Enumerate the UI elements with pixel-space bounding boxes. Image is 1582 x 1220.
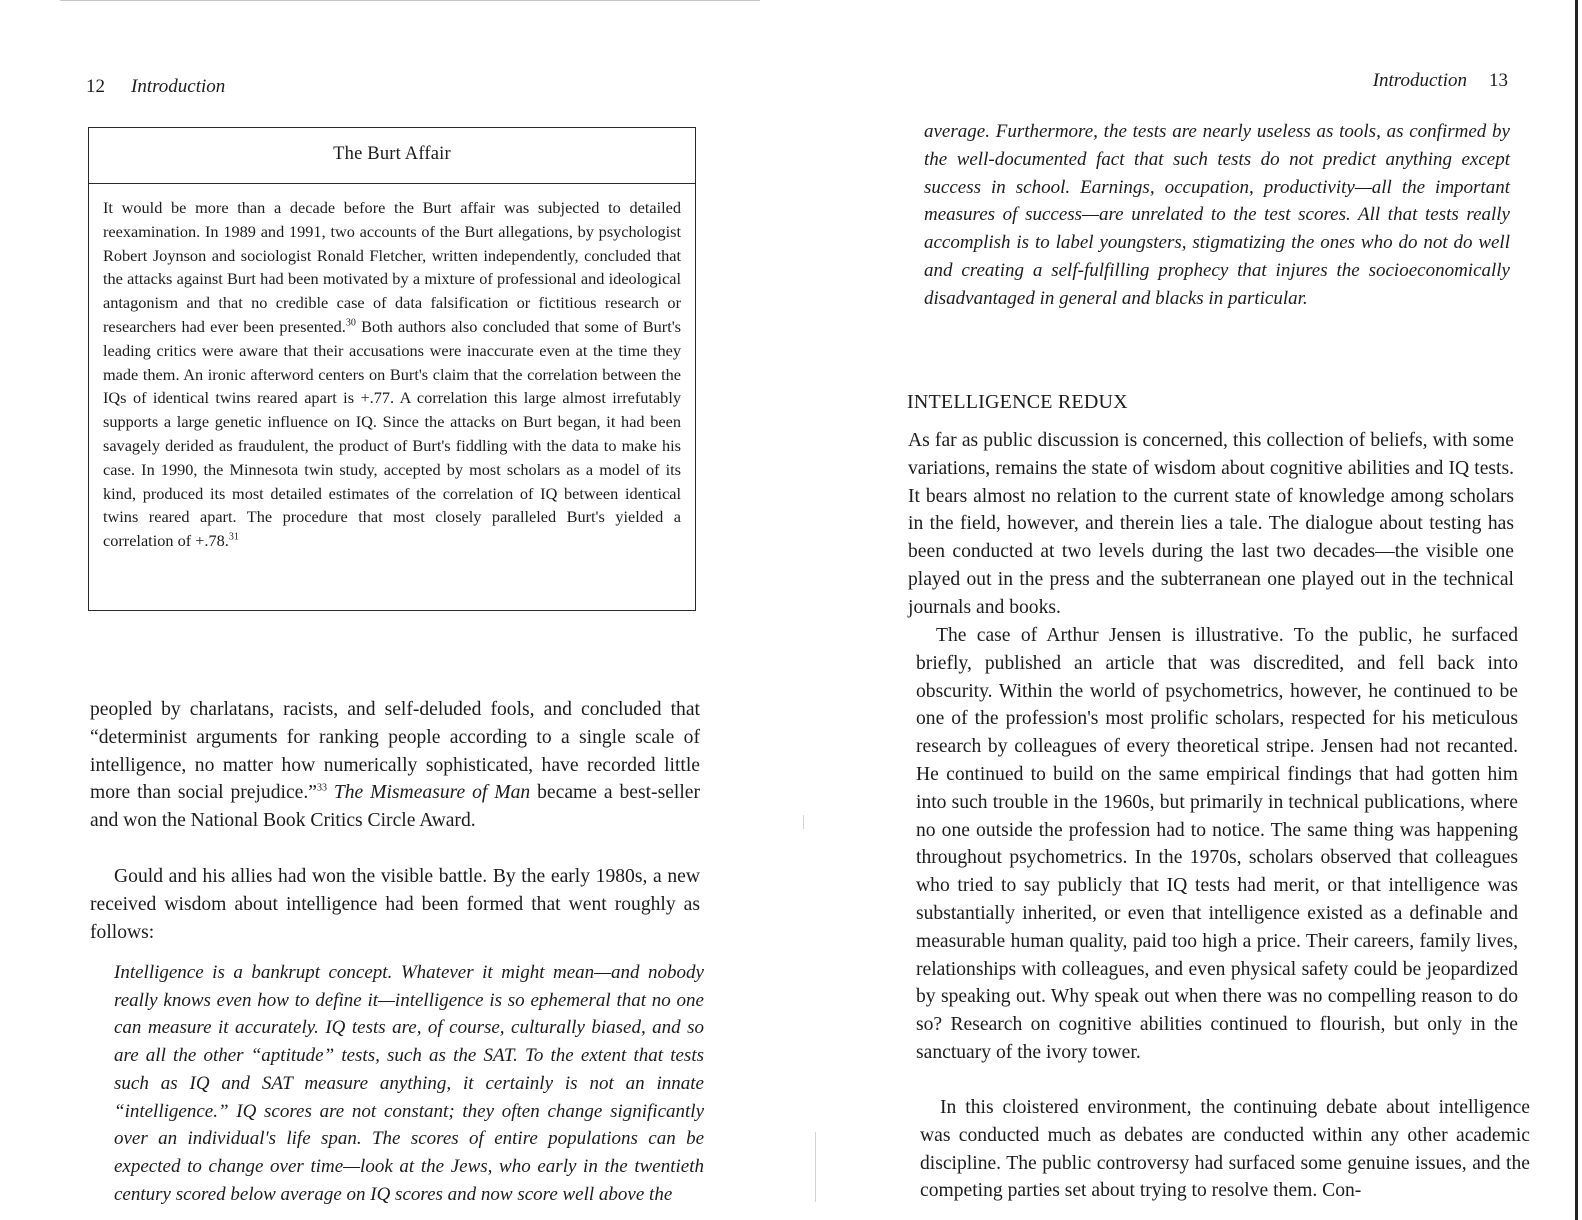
sidebar-body — [89, 184, 695, 553]
left-page-number: 12 — [86, 76, 105, 97]
right-running-title: Introduction — [1372, 70, 1467, 91]
scan-top-rule — [60, 0, 760, 1]
right-paragraph-1: As far as public discussion is concerned, this collection of beliefs, with some variations, remains the state of wisdom about cognitive abilities and IQ tests. It bears almost no relation to the current state of knowledge among scholars in the field, however, and therein lies a tale. The dialogue about testing has been conducted at two levels during the last two decades—the visible one played out in the press and the subterranean one played out in the technical journals and books. — [908, 430, 1514, 618]
scan-right-edge — [1575, 0, 1578, 1220]
footnote-ref-33: 33 — [316, 782, 327, 794]
sidebar-text-1: It would be more than a decade before the Burt affair was subjected to detailed reexamination. In 1989 and 1991, two accounts of the Burt allegations, by psychologist Robert Joynson and sociologist Ronald Fletcher, written independently, concluded that the attacks against Burt had been motivated by a mixture of professional and ideological antagonism and that no credible case of data falsification or fictitious research or researchers had ever been presented. — [103, 198, 681, 336]
sidebar-text-2: Both authors also concluded that some of Burt's leading critics were aware that their accusations were inaccurate even at the time they made them. An ironic afterword centers on Burt's claim that the correlation between the IQs of identical twins reared apart is +.77. A correlation this large almost irrefutably supports a large genetic influence on IQ. Since the attacks on Burt began, it had been savagely derided as fraudulent, the product of Burt's fiddling with the data to make his case. In 1990, the Minnesota twin study, accepted by most scholars as a model of its kind, produced its most detailed estimates of the correlation of IQ between identical twins reared apart. The procedure that most closely paralleled Burt's yielded a correlation of +.78. — [103, 316, 681, 551]
section-heading: INTELLIGENCE REDUX — [907, 391, 1128, 413]
right-paragraph-2: The case of Arthur Jensen is illustrative. To the public, he surfaced briefly, published an article that was discredited, and fell back into obscurity. Within the world of psychometrics, however, he continued to be one of the profession's most prolific scholars, respected for his meticulous research by colleagues of every theoretical stripe. Jensen had not recanted. He continued to build on the same empirical findings that had gotten him into such trouble in the 1960s, but primarily in technical publications, where no one outside the profession had to notice. The same thing was happening throughout psychometrics. In the 1970s, scholars observed that colleagues who tried to say publicly that IQ tests had merit, or that intelligence was substantially inherited, or even that intelligence existed as a definable and measurable human quality, paid too high a price. Their careers, family lives, relationships with colleagues, and even physical safety could be jeopardized by speaking out. Why speak out when there was no compelling reason to do so? Research on cognitive abilities continued to flourish, but only in the sanctuary of the ivory tower. — [916, 625, 1518, 1063]
left-paragraph-2: Gould and his allies had won the visible battle. By the early 1980s, a new received wisdom about intelligence had been formed that went roughly as follows: — [90, 866, 700, 943]
book-title-mismeasure: The Mismeasure of Man — [333, 782, 531, 804]
left-running-head — [86, 76, 225, 98]
footnote-ref-30: 30 — [345, 317, 356, 329]
right-page-number: 13 — [1489, 70, 1508, 91]
sidebar-title: The Burt Affair — [89, 128, 695, 184]
footnote-ref-31: 31 — [228, 531, 239, 543]
left-running-title: Introduction — [131, 76, 226, 97]
right-running-head — [1373, 70, 1508, 92]
right-paragraph-3: In this cloistered environment, the continuing debate about intelligence was conducted much as debates are conducted within any other academic discipline. The public controversy had surfaced some genuine issues, and the competing parties set about trying to resolve them. Con- — [920, 1097, 1530, 1202]
burt-affair-sidebar — [88, 127, 696, 611]
received-wisdom-quote: Intelligence is a bankrupt concept. Whatever it might mean—and nobody really knows even how to define it—intelligence is so ephemeral that no one can measure it accurately. IQ tests are, of course, culturally biased, and so are all the other “aptitude” tests, such as the SAT. To the extent that tests such as IQ and SAT measure anything, it certainly is not an innate “intelligence.” IQ scores are not constant; they often change significantly over an individual's life span. The scores of entire populations can be expected to change over time—look at the Jews, who early in the twentieth century scored below average on IQ scores and now score well above the — [114, 962, 704, 1205]
left-paragraph-1 — [90, 696, 700, 835]
left-paragraph-1-text: peopled by charlatans, racists, and self-deluded fools, and concluded that “determinist arguments for ranking people according to a single scale of intelligence, no matter how numerically sophisticated, have recorded little more than social prejudice.” — [90, 699, 700, 804]
left-paragraph-1-end: became a best-seller and won the National Book Critics Circle Award. — [90, 782, 701, 832]
received-wisdom-quote-continued: average. Furthermore, the tests are nearly useless as tools, as confirmed by the well-documented fact that such tests do not predict anything except success in school. Earnings, occupation, productivity—all the important measures of success—are unrelated to the test scores. All that tests really accomplish is to label youngsters, stigmatizing the ones who do not do well and creating a self-fulfilling prophecy that injures the socioeconomically disadvantaged in general and blacks in particular. — [924, 121, 1510, 309]
